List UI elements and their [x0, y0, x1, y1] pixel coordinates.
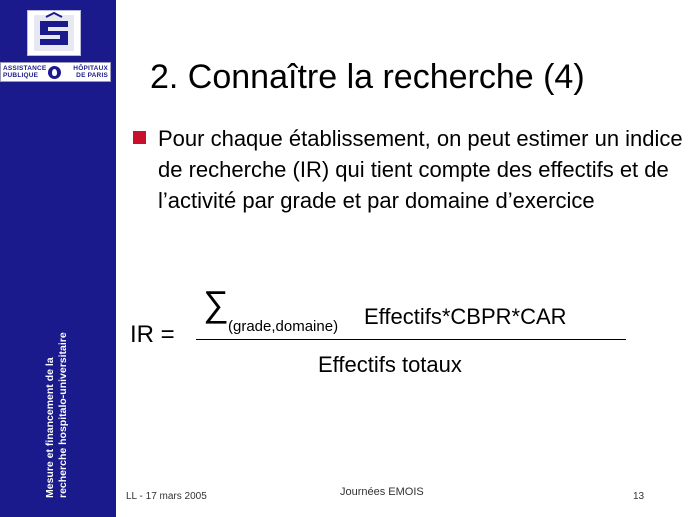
bullet-marker-icon — [133, 131, 146, 144]
footer-date: LL - 17 mars 2005 — [126, 491, 207, 502]
logo-emblem-icon — [28, 11, 80, 55]
aphp-emblem-icon — [48, 66, 61, 79]
page-number: 13 — [633, 491, 645, 502]
aphp-logo-band — [0, 62, 111, 82]
logo-text-right: HÔPITAUX DE PARIS — [73, 65, 108, 79]
sigma-subscript: (grade,domaine) — [228, 318, 339, 335]
sidebar-caption-line-1: Mesure et financement de la — [44, 357, 56, 498]
fraction-line — [196, 339, 626, 340]
logo-text-left: ASSISTANCE PUBLIQUE — [3, 65, 47, 79]
footer-event: Journées EMOIS — [340, 486, 424, 498]
sigma-symbol: ∑ — [203, 283, 229, 324]
sidebar-caption-line-2: recherche hospitalo-universitaire — [57, 332, 69, 498]
sidebar-vertical-caption — [44, 318, 70, 498]
sidebar — [0, 0, 116, 517]
formula-numerator: Effectifs*CBPR*CAR — [364, 304, 567, 329]
formula-denominator: Effectifs totaux — [318, 352, 462, 377]
institution-logo — [27, 10, 81, 56]
bullet-text: Pour chaque établissement, on peut estimer un indice de recherche (IR) qui tient compte des effectifs et de l’activité par grade et par domaine d’exercice — [158, 126, 683, 213]
slide-title: 2. Connaître la recherche (4) — [150, 58, 585, 96]
formula-lhs: IR = — [130, 321, 175, 348]
